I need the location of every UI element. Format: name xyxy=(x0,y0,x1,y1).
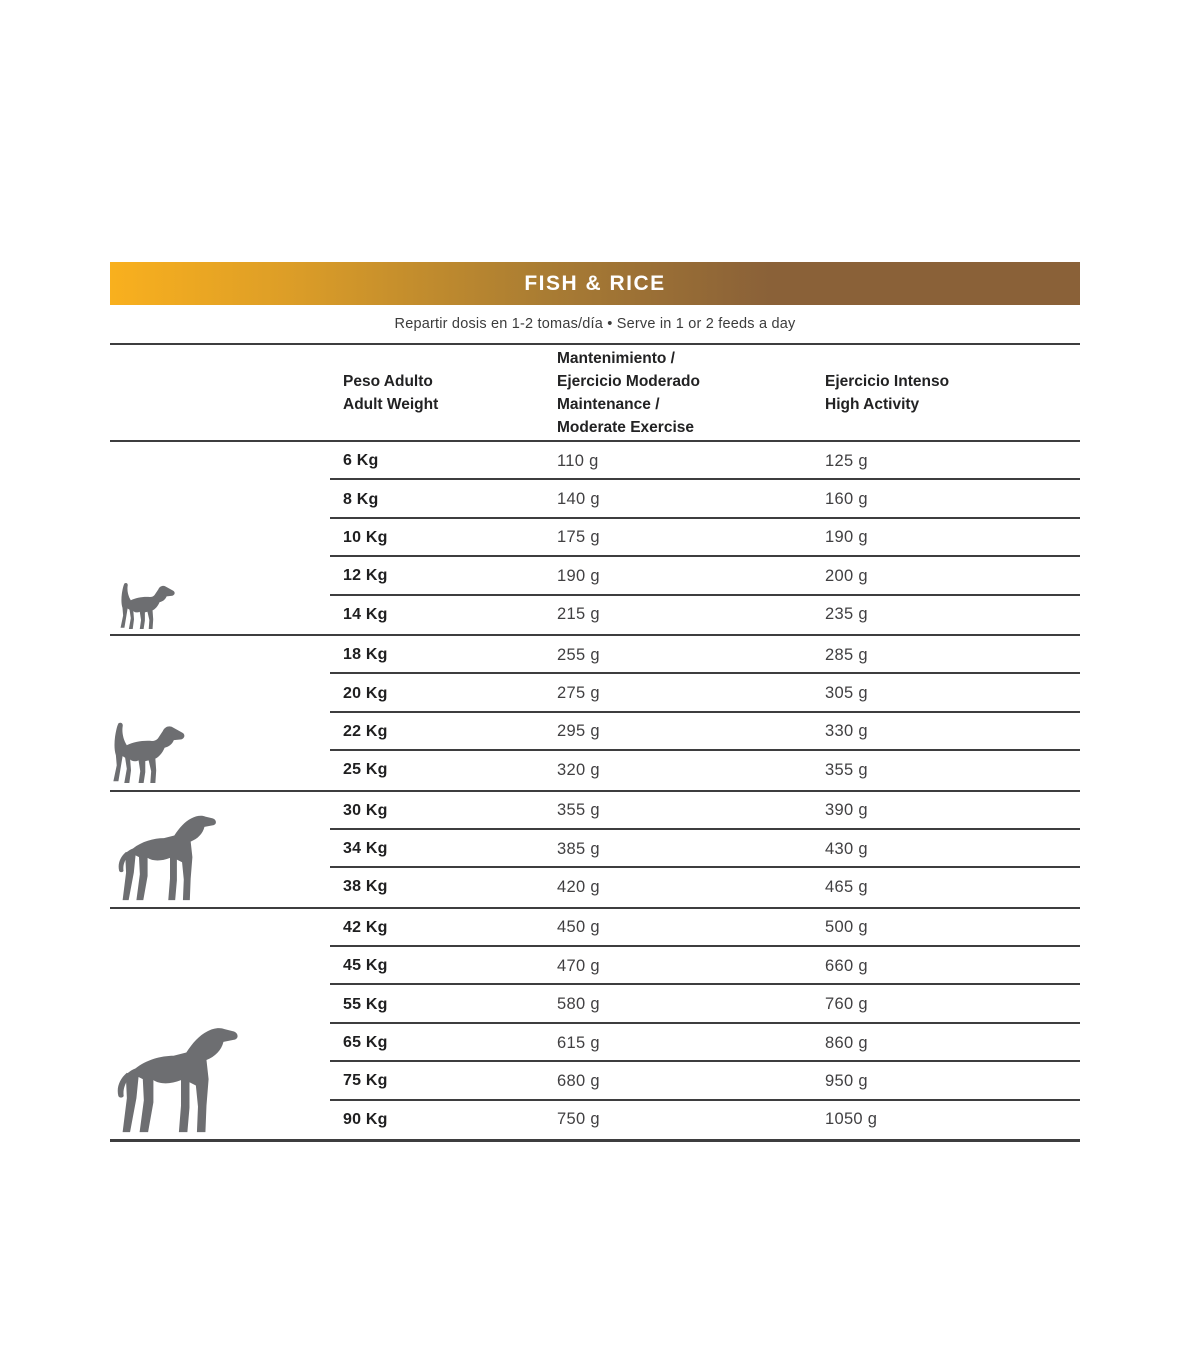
weight-size-group xyxy=(110,909,1080,1142)
maintenance-portion-cell: 275 g xyxy=(557,684,600,703)
maintenance-portion-cell: 680 g xyxy=(557,1071,600,1090)
maintenance-header-line-2: Ejercicio Moderado xyxy=(557,372,700,390)
high-activity-header-line-es: Ejercicio Intenso xyxy=(825,372,950,390)
serving-note: Repartir dosis en 1-2 tomas/día • Serve in 1 or 2 feeds a day xyxy=(394,316,796,332)
weight-header-line-en: Adult Weight xyxy=(343,395,439,413)
table-row xyxy=(110,596,1080,634)
weight-cell: 55 Kg xyxy=(343,995,388,1013)
maintenance-portion-cell: 320 g xyxy=(557,760,600,779)
high-activity-portion-cell: 125 g xyxy=(825,451,868,470)
weight-cell: 18 Kg xyxy=(343,646,388,664)
weight-cell: 25 Kg xyxy=(343,761,388,779)
table-row xyxy=(110,909,1080,947)
product-title: FISH & RICE xyxy=(524,271,666,295)
high-activity-portion-cell: 465 g xyxy=(825,877,868,896)
maintenance-header-line-3: Maintenance / xyxy=(557,395,660,413)
weight-cell: 34 Kg xyxy=(343,840,388,858)
table-row xyxy=(110,636,1080,674)
maintenance-portion-cell: 385 g xyxy=(557,839,600,858)
weight-size-group xyxy=(110,792,1080,909)
high-activity-portion-cell: 950 g xyxy=(825,1071,868,1090)
table-row xyxy=(110,1024,1080,1062)
weight-header-line-es: Peso Adulto xyxy=(343,372,433,390)
table-row xyxy=(110,519,1080,557)
weight-cell: 30 Kg xyxy=(343,801,388,819)
weight-cell: 38 Kg xyxy=(343,878,388,896)
table-row xyxy=(110,1101,1080,1139)
feeding-table xyxy=(110,343,1080,1142)
maintenance-portion-cell: 110 g xyxy=(557,451,599,470)
maintenance-column-header xyxy=(557,347,825,439)
table-row xyxy=(110,751,1080,789)
weight-cell: 14 Kg xyxy=(343,605,388,623)
weight-cell: 6 Kg xyxy=(343,452,379,470)
weight-size-group xyxy=(110,636,1080,792)
table-row xyxy=(110,868,1080,906)
maintenance-portion-cell: 580 g xyxy=(557,995,600,1014)
weight-column-header xyxy=(330,370,557,416)
table-row xyxy=(110,792,1080,830)
high-activity-portion-cell: 160 g xyxy=(825,490,868,509)
weight-cell: 12 Kg xyxy=(343,567,388,585)
table-row xyxy=(110,674,1080,712)
high-activity-portion-cell: 660 g xyxy=(825,956,868,975)
high-activity-portion-cell: 390 g xyxy=(825,801,868,820)
maintenance-portion-cell: 295 g xyxy=(557,722,600,741)
table-row xyxy=(110,713,1080,751)
high-activity-header-line-en: High Activity xyxy=(825,395,920,413)
high-activity-portion-cell: 330 g xyxy=(825,722,868,741)
maintenance-portion-cell: 140 g xyxy=(557,490,600,509)
weight-cell: 90 Kg xyxy=(343,1110,388,1128)
weight-cell: 8 Kg xyxy=(343,490,379,508)
maintenance-portion-cell: 355 g xyxy=(557,801,600,820)
weight-cell: 20 Kg xyxy=(343,684,388,702)
weight-cell: 22 Kg xyxy=(343,722,388,740)
high-activity-portion-cell: 760 g xyxy=(825,995,868,1014)
maintenance-portion-cell: 750 g xyxy=(557,1110,600,1129)
maintenance-portion-cell: 615 g xyxy=(557,1033,600,1052)
maintenance-portion-cell: 450 g xyxy=(557,918,600,937)
weight-cell: 10 Kg xyxy=(343,528,388,546)
table-row xyxy=(110,985,1080,1023)
weight-cell: 65 Kg xyxy=(343,1034,388,1052)
high-activity-portion-cell: 355 g xyxy=(825,760,868,779)
feeding-guide-sheet xyxy=(110,262,1080,1142)
table-header-row xyxy=(110,345,1080,442)
high-activity-portion-cell: 200 g xyxy=(825,566,868,585)
high-activity-column-header xyxy=(825,370,1080,416)
high-activity-portion-cell: 235 g xyxy=(825,605,868,624)
table-row xyxy=(110,947,1080,985)
high-activity-portion-cell: 1050 g xyxy=(825,1110,878,1129)
maintenance-portion-cell: 420 g xyxy=(557,877,600,896)
high-activity-portion-cell: 500 g xyxy=(825,918,868,937)
table-row xyxy=(110,480,1080,518)
high-activity-portion-cell: 430 g xyxy=(825,839,868,858)
table-row xyxy=(110,1062,1080,1100)
high-activity-portion-cell: 305 g xyxy=(825,684,868,703)
maintenance-portion-cell: 255 g xyxy=(557,645,600,664)
weight-cell: 75 Kg xyxy=(343,1072,388,1090)
maintenance-portion-cell: 470 g xyxy=(557,956,600,975)
high-activity-portion-cell: 190 g xyxy=(825,528,868,547)
table-body xyxy=(110,442,1080,1142)
table-row xyxy=(110,557,1080,595)
maintenance-portion-cell: 215 g xyxy=(557,605,600,624)
weight-cell: 42 Kg xyxy=(343,918,388,936)
maintenance-header-line-1: Mantenimiento / xyxy=(557,349,675,367)
maintenance-portion-cell: 190 g xyxy=(557,566,600,585)
table-row xyxy=(110,830,1080,868)
table-row xyxy=(110,442,1080,480)
maintenance-portion-cell: 175 g xyxy=(557,528,600,547)
high-activity-portion-cell: 285 g xyxy=(825,645,868,664)
weight-cell: 45 Kg xyxy=(343,957,388,975)
high-activity-portion-cell: 860 g xyxy=(825,1033,868,1052)
maintenance-header-line-4: Moderate Exercise xyxy=(557,418,694,436)
product-banner xyxy=(110,262,1080,305)
weight-size-group xyxy=(110,442,1080,636)
